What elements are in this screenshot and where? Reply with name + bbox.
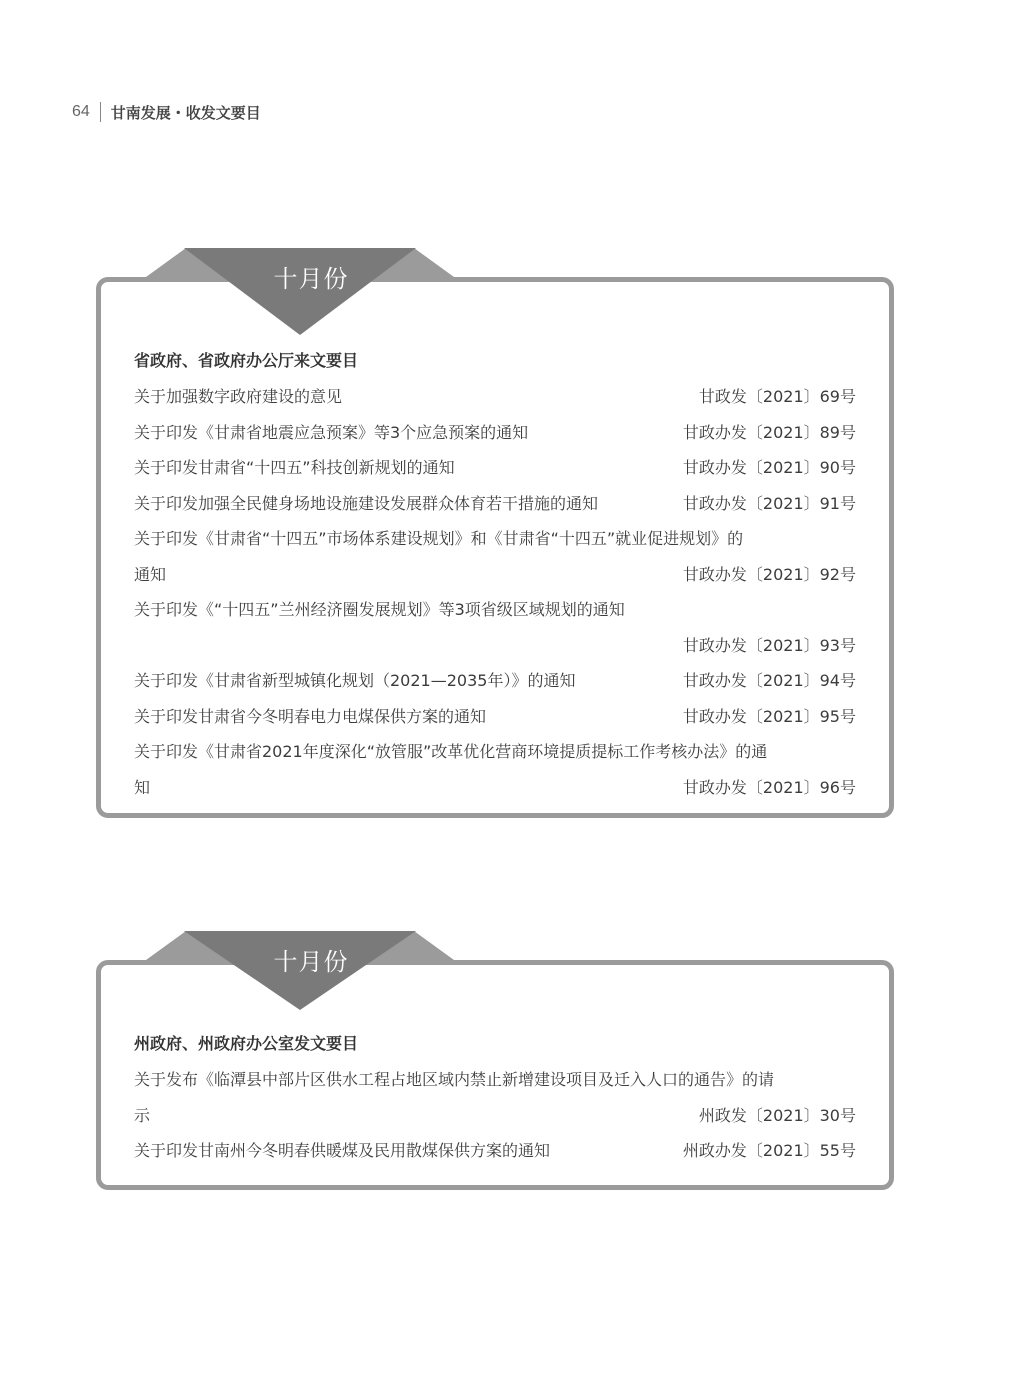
document-list	[134, 343, 856, 805]
list-item	[134, 734, 856, 770]
list-item	[134, 1133, 856, 1169]
list-item	[134, 1062, 856, 1098]
document-number: 州政发〔2021〕30号	[698, 1105, 856, 1125]
incoming-documents-section	[96, 245, 894, 818]
list-item	[134, 415, 856, 451]
month-tab	[96, 245, 894, 337]
list-item	[134, 486, 856, 522]
list-item	[134, 379, 856, 415]
page-number: 64	[72, 103, 90, 120]
document-title: 关于发布《临潭县中部片区供水工程占地区域内禁止新增建设项目及迁入人口的通告》的请	[134, 1070, 775, 1089]
document-number: 甘政办发〔2021〕96号	[682, 777, 856, 797]
running-header	[72, 100, 261, 124]
list-item	[134, 521, 856, 557]
month-title: 十月份	[273, 948, 349, 976]
document-title: 知	[134, 777, 151, 797]
header-divider	[100, 102, 101, 122]
document-title: 关于印发甘南州今冬明春供暖煤及民用散煤保供方案的通知	[134, 1141, 551, 1160]
document-title: 关于加强数字政府建设的意见	[134, 387, 343, 406]
list-item	[134, 450, 856, 486]
outgoing-documents-section	[96, 928, 894, 1190]
document-title: 关于印发《甘肃省2021年度深化“放管服”改革优化营商环境提质提标工作考核办法》的通	[134, 742, 768, 761]
document-number: 甘政办发〔2021〕95号	[682, 706, 856, 726]
list-item	[134, 628, 856, 664]
document-number: 州政办发〔2021〕55号	[682, 1141, 856, 1160]
document-title: 关于印发《“十四五”兰州经济圈发展规划》等3项省级区域规划的通知	[134, 600, 625, 619]
list-item	[134, 1098, 856, 1134]
category-heading: 省政府、省政府办公厅来文要目	[134, 351, 359, 370]
document-title: 通知	[134, 564, 167, 584]
document-number: 甘政办发〔2021〕91号	[682, 493, 856, 513]
list-item	[134, 699, 856, 735]
list-item	[134, 592, 856, 628]
document-number: 甘政办发〔2021〕89号	[682, 422, 856, 442]
document-number: 甘政办发〔2021〕94号	[682, 671, 856, 690]
document-number: 甘政发〔2021〕69号	[698, 387, 856, 406]
month-tab	[96, 928, 894, 1020]
category-heading: 州政府、州政府办公室发文要目	[134, 1034, 359, 1053]
document-title: 关于印发甘肃省今冬明春电力电煤保供方案的通知	[134, 706, 487, 726]
document-title: 关于印发甘肃省“十四五”科技创新规划的通知	[134, 458, 455, 477]
list-item	[134, 770, 856, 806]
document-title: 示	[134, 1105, 151, 1125]
document-title: 关于印发《甘肃省新型城镇化规划（2021—2035年）》的通知	[134, 671, 576, 690]
list-item	[134, 663, 856, 699]
document-title: 关于印发加强全民健身场地设施建设发展群众体育若干措施的通知	[134, 493, 599, 513]
list-item	[134, 557, 856, 593]
header-title: 甘南发展・收发文要目	[110, 103, 261, 122]
document-number: 甘政办发〔2021〕93号	[682, 635, 856, 655]
document-number: 甘政办发〔2021〕90号	[682, 458, 856, 477]
month-title: 十月份	[273, 265, 349, 293]
document-title: 关于印发《甘肃省“十四五”市场体系建设规划》和《甘肃省“十四五”就业促进规划》的	[134, 529, 744, 548]
document-title: 关于印发《甘肃省地震应急预案》等3个应急预案的通知	[134, 422, 529, 442]
document-list	[134, 1026, 856, 1169]
document-number: 甘政办发〔2021〕92号	[682, 564, 856, 584]
